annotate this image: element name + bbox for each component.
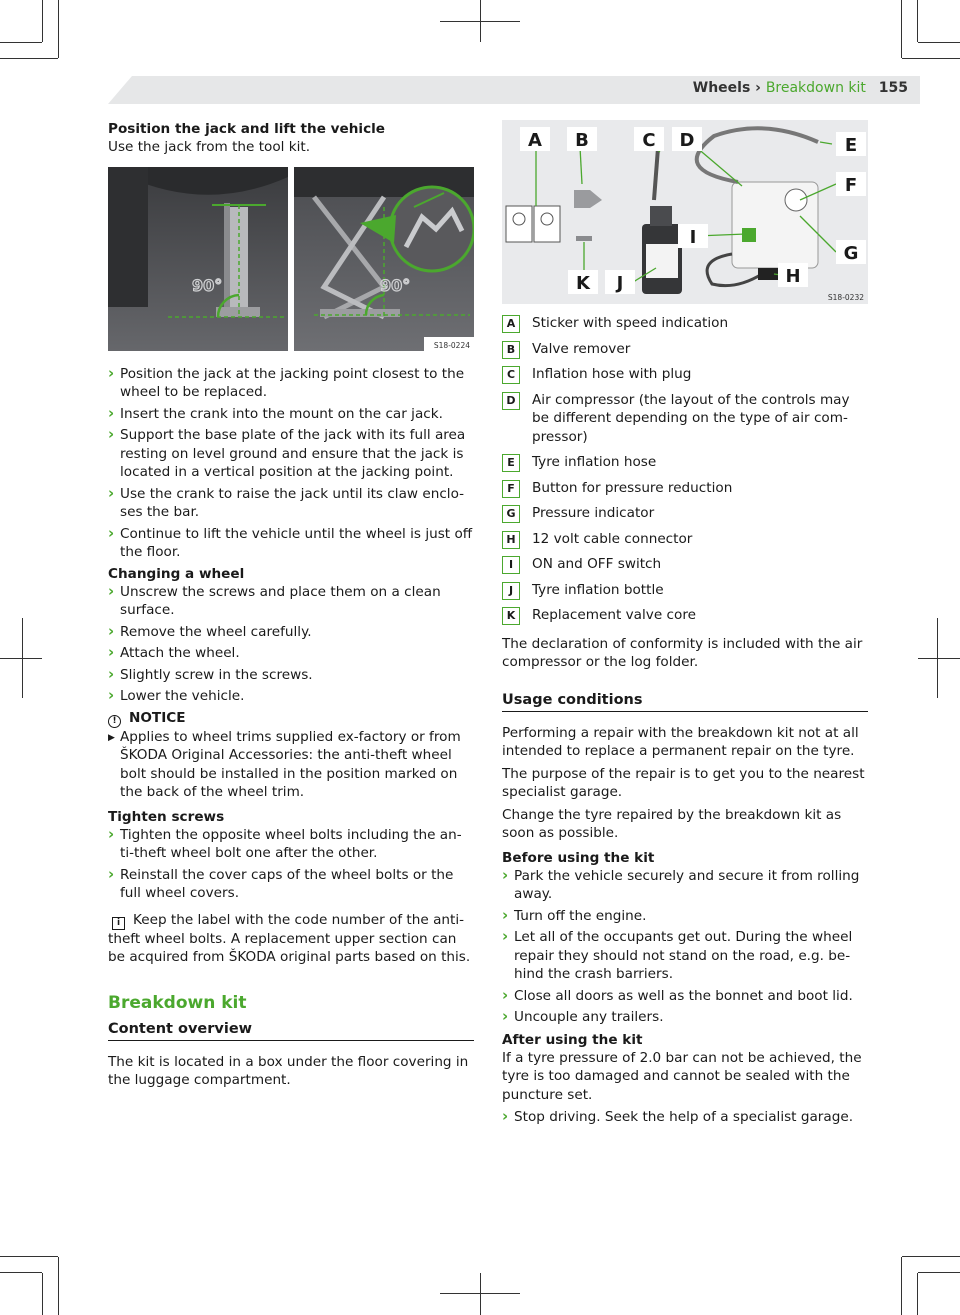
kit-letter: B xyxy=(575,130,589,151)
position-steps xyxy=(108,365,474,562)
list-item: › Stop driving. Seek the help of a specialist garage. xyxy=(502,1108,868,1127)
legend-item xyxy=(502,340,868,359)
info-icon: i xyxy=(112,917,125,930)
conformity-note: The declaration of conformity is included with the air compressor or the log folder. xyxy=(502,635,863,670)
usage-paragraph: Change the tyre repaired by the breakdown kit as soon as possible. xyxy=(502,806,842,841)
figure1-code: S18-0224 xyxy=(433,340,470,350)
list-item: › Uncouple any trailers. xyxy=(502,1008,868,1027)
notice-label: NOTICE xyxy=(129,709,186,726)
legend-letter: G xyxy=(502,505,520,523)
list-item: › Park the vehicle securely and secure it from rolling away. xyxy=(502,867,868,904)
legend-letter: K xyxy=(502,607,520,625)
header-section: Breakdown kit xyxy=(765,80,866,96)
kit-location: The kit is located in a box under the floor covering in the luggage compartment. xyxy=(108,1053,469,1088)
legend-text: Pressure indicator xyxy=(532,505,655,521)
usage-paragraph: Performing a repair with the breakdown kit not at all intended to replace a permanent repair on the tyre. xyxy=(502,724,859,759)
legend-text: Button for pressure reduction xyxy=(532,479,733,496)
usage-conditions-heading: Usage conditions xyxy=(502,692,868,712)
info-text: Keep the label with the code number of the anti-theft wheel bolts. A replacement upper section can be acquired from ŠKODA original parts based on this. xyxy=(108,911,471,965)
legend-letter: B xyxy=(502,341,520,359)
right-column xyxy=(502,120,868,1130)
jack-photo-left xyxy=(108,167,288,351)
list-item: › Let all of the occupants get out. During the wheel repair they should not stand on the road, e.g. be-hind the crash barriers. xyxy=(502,928,868,984)
running-header xyxy=(693,80,908,96)
left-column xyxy=(108,120,474,1094)
before-title: Before using the kit xyxy=(502,849,655,866)
changing-title: Changing a wheel xyxy=(108,565,245,582)
before-steps xyxy=(502,867,868,1027)
kit-letter: J xyxy=(616,273,624,294)
legend-item xyxy=(502,453,868,472)
legend-text: Inflation hose with plug xyxy=(532,366,692,382)
list-item: › Tighten the opposite wheel bolts including the an-ti-theft wheel bolt one after the other. xyxy=(108,826,474,863)
position-intro: Use the jack from the tool kit. xyxy=(108,139,311,155)
position-title: Position the jack and lift the vehicle xyxy=(108,121,386,137)
kit-letter: A xyxy=(528,130,542,151)
legend-letter: F xyxy=(502,480,520,498)
list-item: › Continue to lift the vehicle until the wheel is just off the floor. xyxy=(108,525,474,562)
kit-letter: K xyxy=(576,273,590,294)
legend-letter: D xyxy=(502,392,520,410)
kit-figure xyxy=(502,120,868,304)
after-text: If a tyre pressure of 2.0 bar can not be achieved, the tyre is too damaged and cannot be sealed with the puncture set. xyxy=(502,1049,862,1103)
list-item: › Attach the wheel. xyxy=(108,644,474,663)
list-item: › Lower the vehicle. xyxy=(108,687,474,706)
legend-letter: C xyxy=(502,366,520,384)
list-item: › Turn off the engine. xyxy=(502,907,868,926)
angle-label-a: 90° xyxy=(192,275,223,295)
after-title: After using the kit xyxy=(502,1031,643,1048)
kit-letter: E xyxy=(844,135,858,156)
notice-list xyxy=(108,728,474,802)
header-chapter: Wheels › xyxy=(692,80,761,96)
list-item: › Use the crank to raise the jack until its claw enclo-ses the bar. xyxy=(108,485,474,522)
legend-letter: I xyxy=(502,556,520,574)
list-item: › Remove the wheel carefully. xyxy=(108,623,474,642)
legend-text: 12 volt cable connector xyxy=(532,530,693,547)
kit-letter: F xyxy=(844,175,858,196)
kit-legend xyxy=(502,314,868,625)
kit-letter: I xyxy=(689,227,697,248)
legend-letter: A xyxy=(502,315,520,333)
list-item: › Close all doors as well as the bonnet and boot lid. xyxy=(502,987,868,1006)
angle-label-b: 90° xyxy=(380,275,411,295)
legend-item xyxy=(502,555,868,574)
tighten-steps xyxy=(108,826,474,903)
notice-heading xyxy=(108,709,474,728)
kit-letter: D xyxy=(679,130,695,151)
legend-letter: H xyxy=(502,531,520,549)
changing-steps xyxy=(108,583,474,706)
usage-paragraph: The purpose of the repair is to get you to the nearest specialist garage. xyxy=(502,765,865,800)
legend-letter: J xyxy=(502,582,520,600)
after-steps xyxy=(502,1108,868,1127)
legend-item xyxy=(502,479,868,498)
kit-letter: H xyxy=(785,266,801,287)
legend-letter: E xyxy=(502,454,520,472)
list-item: › Slightly screw in the screws. xyxy=(108,666,474,685)
figure2-code: S18-0232 xyxy=(827,293,864,302)
legend-item xyxy=(502,391,868,447)
legend-text: Tyre inflation bottle xyxy=(532,581,664,598)
tighten-title: Tighten screws xyxy=(108,808,225,825)
info-note xyxy=(108,911,474,967)
list-item: › Unscrew the screws and place them on a clean surface. xyxy=(108,583,474,620)
legend-text: Tyre inflation hose xyxy=(532,454,657,470)
jack-figure xyxy=(108,167,474,351)
breakdown-title: Breakdown kit xyxy=(108,992,247,1013)
legend-item xyxy=(502,365,868,384)
legend-text: Valve remover xyxy=(532,340,631,357)
list-item: › Insert the crank into the mount on the car jack. xyxy=(108,405,474,424)
kit-letter: G xyxy=(843,243,859,264)
kit-letter: C xyxy=(642,130,656,151)
legend-text: Sticker with speed indication xyxy=(532,315,729,331)
notice-icon: ! xyxy=(108,715,121,728)
legend-text: ON and OFF switch xyxy=(532,556,662,572)
legend-item xyxy=(502,606,868,625)
legend-item xyxy=(502,581,868,600)
list-item: › Reinstall the cover caps of the wheel bolts or the full wheel covers. xyxy=(108,866,474,903)
legend-item xyxy=(502,314,868,333)
legend-item xyxy=(502,530,868,549)
page-number: 155 xyxy=(878,80,908,96)
list-item: › Position the jack at the jacking point closest to the wheel to be replaced. xyxy=(108,365,474,402)
jack-photo-right xyxy=(294,167,474,351)
list-item: ▶ Applies to wheel trims supplied ex-factory or from ŠKODA Original Accessories: the anti-theft wheel bolt should be installed in the position marked on the back of the wheel trim. xyxy=(108,728,474,802)
list-item: › Support the base plate of the jack with its full area resting on level ground and ensure that the jack is located in a vertical position at the jacking point. xyxy=(108,426,474,482)
content-overview-heading: Content overview xyxy=(108,1021,474,1041)
legend-item xyxy=(502,504,868,523)
legend-text: Replacement valve core xyxy=(532,607,696,623)
legend-text: Air compressor (the layout of the controls may be different depending on the type of air com-pressor) xyxy=(532,391,850,445)
